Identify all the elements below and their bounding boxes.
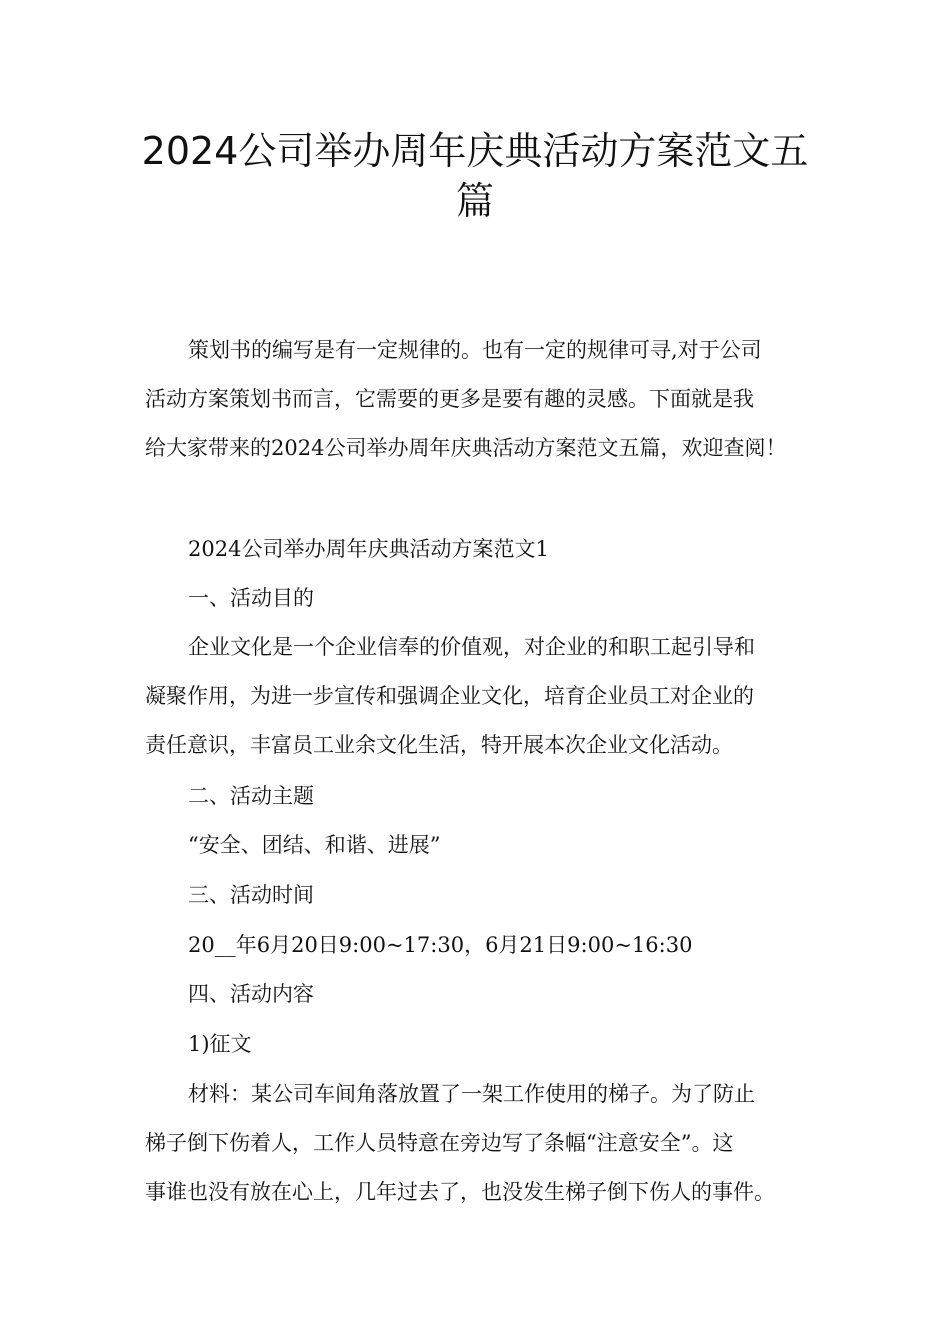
purpose-line: 责任意识，丰富员工业余文化生活，特开展本次企业文化活动。: [145, 733, 733, 757]
theme-text: “安全、团结、和谐、进展”: [188, 833, 441, 857]
heading-content: 四、活动内容: [188, 982, 314, 1006]
heading-purpose: 一、活动目的: [188, 586, 314, 610]
title-line: 篇: [455, 179, 494, 223]
material-line: 梯子倒下伤着人，工作人员特意在旁边写了条幅“注意安全”。这: [145, 1131, 734, 1155]
intro-paragraph: [145, 326, 825, 473]
material-line: 材料：某公司车间角落放置了一架工作使用的梯子。为了防止: [188, 1082, 755, 1106]
subheading-essay: 1)征文: [188, 1032, 252, 1056]
title-line: 2024公司举办周年庆典活动方案范文五: [141, 129, 809, 173]
intro-line: 给大家带来的2024公司举办周年庆典活动方案范文五篇，欢迎查阅！: [145, 436, 787, 460]
essay-material-paragraph: [145, 1070, 825, 1217]
purpose-line: 企业文化是一个企业信奉的价值观，对企业的和职工起引导和: [188, 635, 755, 659]
section-title: 2024公司举办周年庆典活动方案范文1: [188, 537, 549, 561]
heading-theme: 二、活动主题: [188, 784, 314, 808]
intro-line: 活动方案策划书而言，它需要的更多是要有趣的灵感。下面就是我: [145, 387, 754, 411]
purpose-paragraph: [145, 623, 825, 770]
document-title: [120, 126, 830, 226]
intro-line: 策划书的编写是有一定规律的。也有一定的规律可寻,对于公司: [188, 338, 762, 362]
material-line: 事谁也没有放在心上，几年过去了，也没发生梯子倒下伤人的事件。: [145, 1180, 775, 1204]
purpose-line: 凝聚作用，为进一步宣传和强调企业文化，培育企业员工对企业的: [145, 684, 754, 708]
time-text: 20__年6月20日9:00~17:30，6月21日9:00~16:30: [188, 933, 693, 957]
heading-time: 三、活动时间: [188, 883, 314, 907]
